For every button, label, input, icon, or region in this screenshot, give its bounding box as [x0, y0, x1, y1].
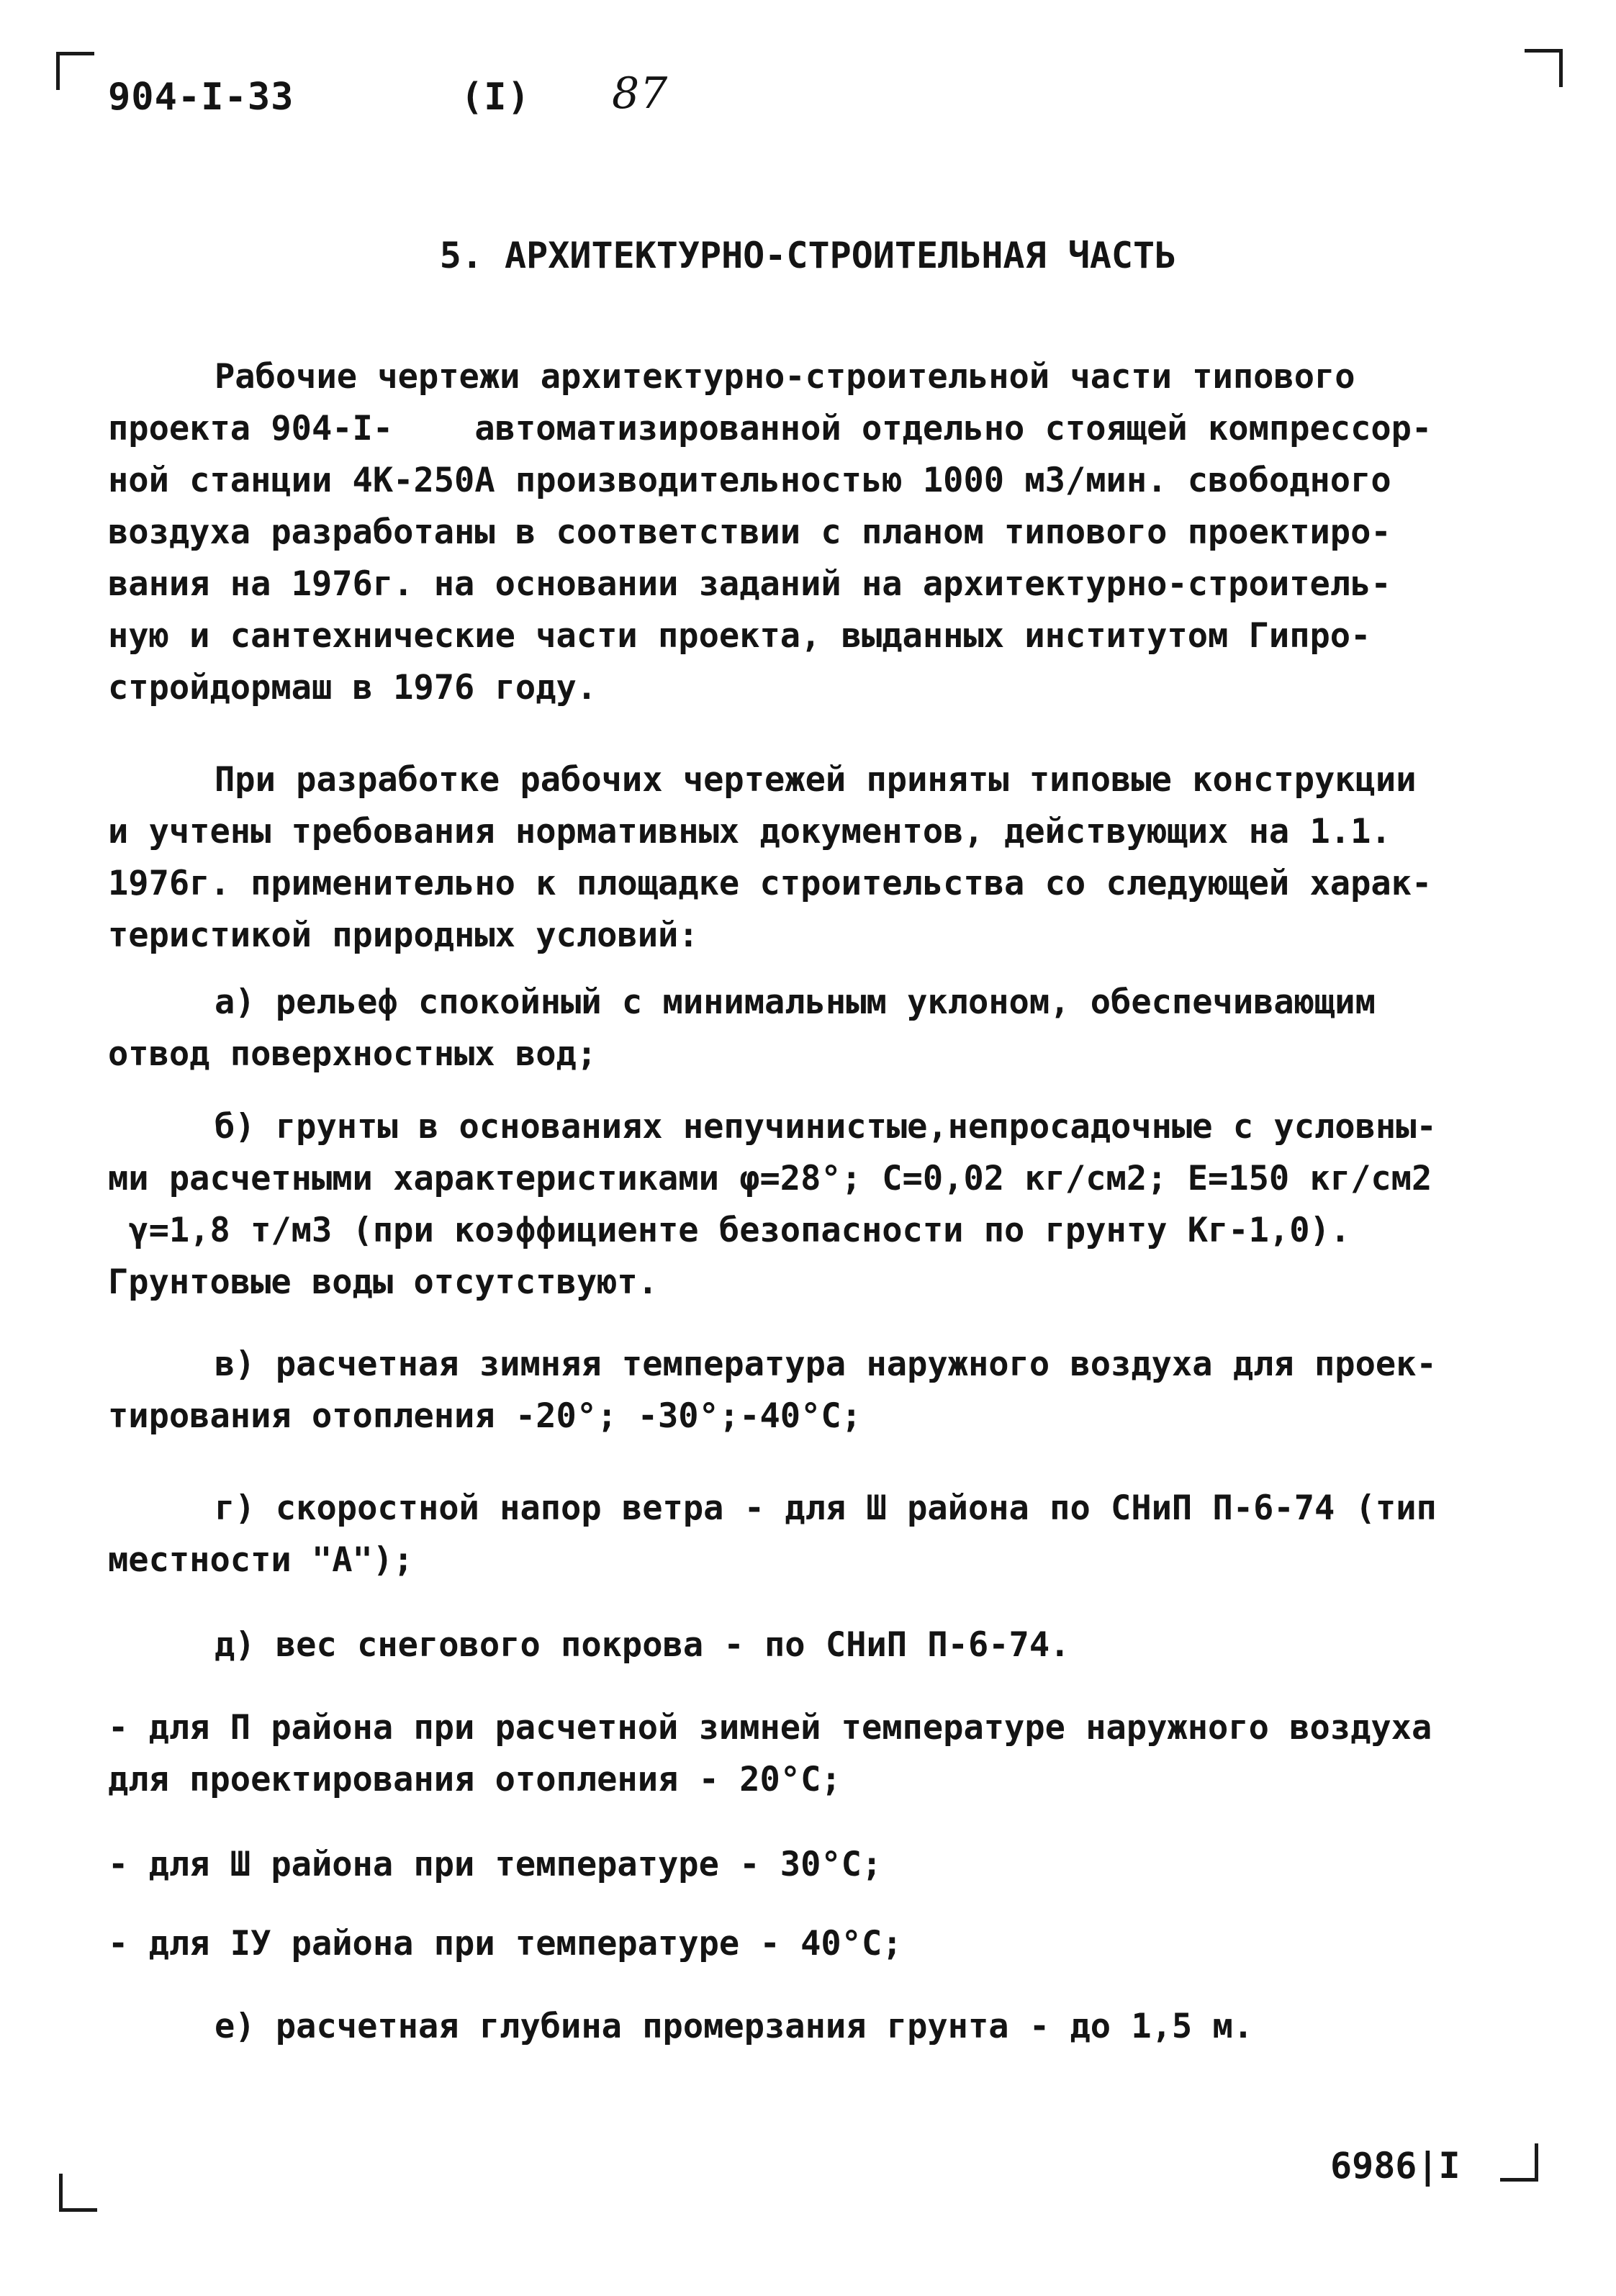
text-line: γ=1,8 т/м3 (при коэффициенте безопасности по грунту Кг-1,0).: [108, 1211, 1351, 1250]
page-number: 87: [612, 68, 669, 119]
text-line: - для IУ района при температуре - 40°С;: [108, 1924, 903, 1963]
part-number: (I): [461, 76, 531, 119]
text-line: ной станции 4К-250А производительностью 1000 м3/мин. свободного: [108, 461, 1391, 500]
corner-mark-top-left: [56, 52, 94, 90]
text-line: и учтены требования нормативных документов, действующих на 1.1.: [108, 812, 1391, 851]
text-line: ми расчетными характеристиками φ=28°; С=0,02 кг/см2; Е=150 кг/см2: [108, 1159, 1432, 1198]
paragraph-intro: [108, 351, 1504, 714]
text-line: местности "А");: [108, 1540, 414, 1580]
text-line: тирования отопления -20°; -30°;-40°С;: [108, 1396, 862, 1436]
text-line: вания на 1976г. на основании заданий на архитектурно-строитель-: [108, 564, 1391, 604]
text-line: е) расчетная глубина промерзания грунта - до 1,5 м.: [215, 2007, 1254, 2046]
text-line: г) скоростной напор ветра - для Ш района по СНиП П-6-74 (тип: [215, 1488, 1437, 1528]
text-line: для проектирования отопления - 20°С;: [108, 1760, 841, 1799]
text-line: проекта 904-I- автоматизированной отдельно стоящей компрессор-: [108, 409, 1432, 448]
corner-mark-bottom-left: [59, 2174, 97, 2212]
list-item-temperature: [108, 1339, 1504, 1442]
list-item-wind: [108, 1483, 1504, 1586]
snow-region-3: [108, 1839, 1504, 1891]
text-line: 1976г. применительно к площадке строительства со следующей харак-: [108, 864, 1432, 903]
list-item-soils: [108, 1101, 1504, 1309]
text-line: стройдормаш в 1976 году.: [108, 668, 597, 708]
text-line: б) грунты в основаниях непучинистые,непросадочные с условны-: [215, 1107, 1437, 1147]
text-line: - для Ш района при температуре - 30°С;: [108, 1845, 883, 1884]
project-code: 904-I-33: [108, 76, 294, 119]
list-item-relief: [108, 977, 1504, 1080]
snow-region-2: [108, 1702, 1504, 1806]
paragraph-requirements: [108, 754, 1504, 962]
list-item-snow: [108, 1619, 1504, 1671]
text-line: При разработке рабочих чертежей приняты типовые конструкции: [215, 760, 1417, 800]
corner-mark-top-right: [1525, 49, 1563, 87]
inventory-number: 6986|I: [1330, 2145, 1461, 2187]
text-line: Рабочие чертежи архитектурно-строительной части типового: [215, 357, 1355, 397]
text-line: теристикой природных условий:: [108, 916, 699, 955]
text-line: в) расчетная зимняя температура наружного воздуха для проек-: [215, 1344, 1437, 1384]
text-line: ную и сантехнические части проекта, выданных институтом Гипро-: [108, 616, 1371, 656]
list-item-frost-depth: [108, 2001, 1504, 2053]
snow-region-4: [108, 1918, 1504, 1970]
text-line: д) вес снегового покрова - по СНиП П-6-74.: [215, 1625, 1070, 1665]
text-line: отвод поверхностных вод;: [108, 1034, 597, 1074]
text-line: а) рельеф спокойный с минимальным уклоном, обеспечивающим: [215, 982, 1376, 1022]
corner-mark-bottom-right: [1500, 2143, 1538, 2182]
text-line: Грунтовые воды отсутствуют.: [108, 1262, 659, 1302]
text-line: - для П района при расчетной зимней температуре наружного воздуха: [108, 1708, 1432, 1748]
text-line: воздуха разработаны в соответствии с планом типового проектиро-: [108, 512, 1391, 552]
section-title: 5. АРХИТЕКТУРНО-СТРОИТЕЛЬНАЯ ЧАСТЬ: [439, 235, 1177, 276]
